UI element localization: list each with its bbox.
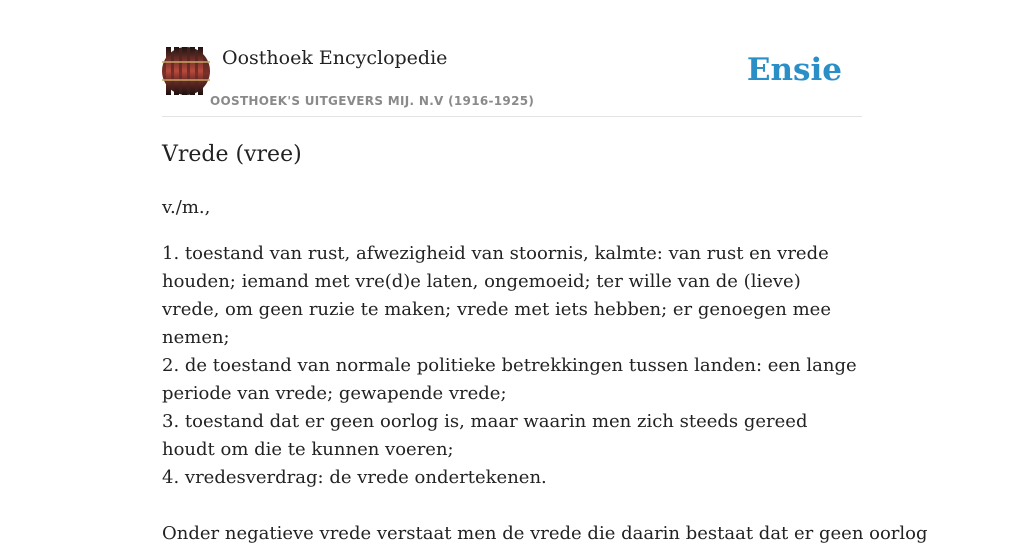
book-spine-graphic [182, 47, 187, 95]
book-spine-graphic [166, 47, 171, 95]
definition-item: 2. de toestand van normale politieke betrekkingen tussen landen: een lange periode van vrede; gewapende vrede; [162, 355, 857, 404]
source-title-link[interactable]: Oosthoek Encyclopedie [222, 47, 448, 69]
book-spine-graphic [174, 47, 179, 95]
book-spine-graphic [198, 47, 203, 95]
body-paragraph: Onder negatieve vrede verstaat men de vrede die daarin bestaat dat er geen oorlog [162, 523, 928, 544]
book-band-graphic [162, 61, 210, 63]
entry-title: Vrede (vree) [162, 142, 302, 167]
definition-list [162, 240, 862, 492]
definition-item: 4. vredesverdrag: de vrede ondertekenen. [162, 467, 547, 488]
book-spine-graphic [190, 47, 195, 95]
source-publisher: OOSTHOEK'S UITGEVERS MIJ. N.V (1916-1925) [210, 94, 535, 108]
grammar-label: v./m., [162, 197, 211, 218]
ensie-brand-logo[interactable]: Ensie [746, 52, 842, 88]
site-header [162, 46, 862, 117]
entry-content [162, 138, 928, 548]
encyclopedia-logo-avatar[interactable] [162, 47, 210, 95]
definition-item: 1. toestand van rust, afwezigheid van stoornis, kalmte: van rust en vrede houden; iemand met vre(d)e laten, ongemoeid; ter wille van de (lieve) vrede, om geen ruzie te maken; vrede met iets hebben; er genoegen mee nemen; [162, 243, 831, 348]
definition-item: 3. toestand dat er geen oorlog is, maar waarin men zich steeds gereed houdt om die te kunnen voeren; [162, 411, 808, 460]
book-band-graphic [162, 79, 210, 81]
